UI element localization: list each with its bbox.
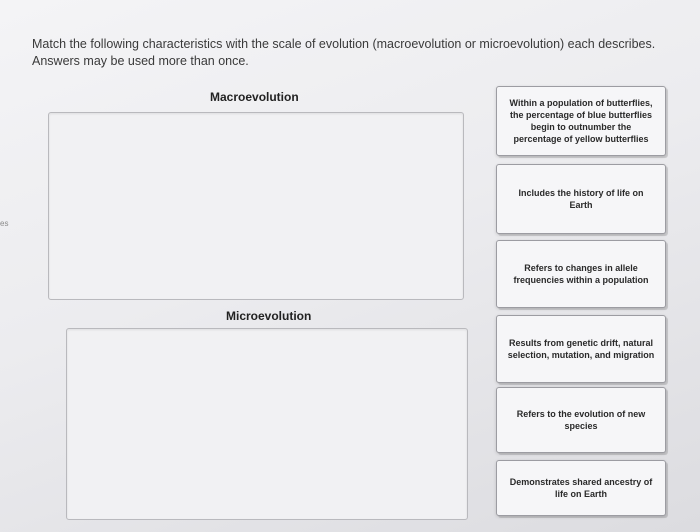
answer-card[interactable]: [496, 387, 666, 453]
answer-card[interactable]: [496, 315, 666, 383]
answer-card[interactable]: [496, 240, 666, 308]
answer-card[interactable]: [496, 460, 666, 516]
microevolution-heading: Microevolution: [226, 309, 312, 323]
answer-card[interactable]: [496, 164, 666, 234]
answer-card[interactable]: [496, 86, 666, 156]
instructions: [32, 36, 692, 70]
instructions-line-2: Answers may be used more than once.: [32, 54, 249, 68]
macroevolution-heading: Macroevolution: [210, 90, 299, 104]
answer-card-text: Refers to changes in allele frequencies within a population: [513, 263, 649, 285]
microevolution-drop-zone[interactable]: [66, 328, 468, 520]
answer-card-text: Demonstrates shared ancestry of life on Earth: [509, 477, 653, 499]
answer-card-text: Refers to the evolution of new species: [516, 409, 646, 431]
instructions-line-1: Match the following characteristics with the scale of evolution (macroevolution or microevolution) each describes.: [32, 37, 656, 51]
macroevolution-drop-zone[interactable]: [48, 112, 464, 300]
answer-card-text: Within a population of butterflies, the percentage of blue butterflies begin to outnumber the percentage of yellow butterflies: [509, 98, 653, 144]
side-text-fragment: es: [0, 219, 9, 228]
answer-card-text: Includes the history of life on Earth: [518, 188, 644, 210]
answer-card-text: Results from genetic drift, natural selection, mutation, and migration: [507, 338, 655, 360]
